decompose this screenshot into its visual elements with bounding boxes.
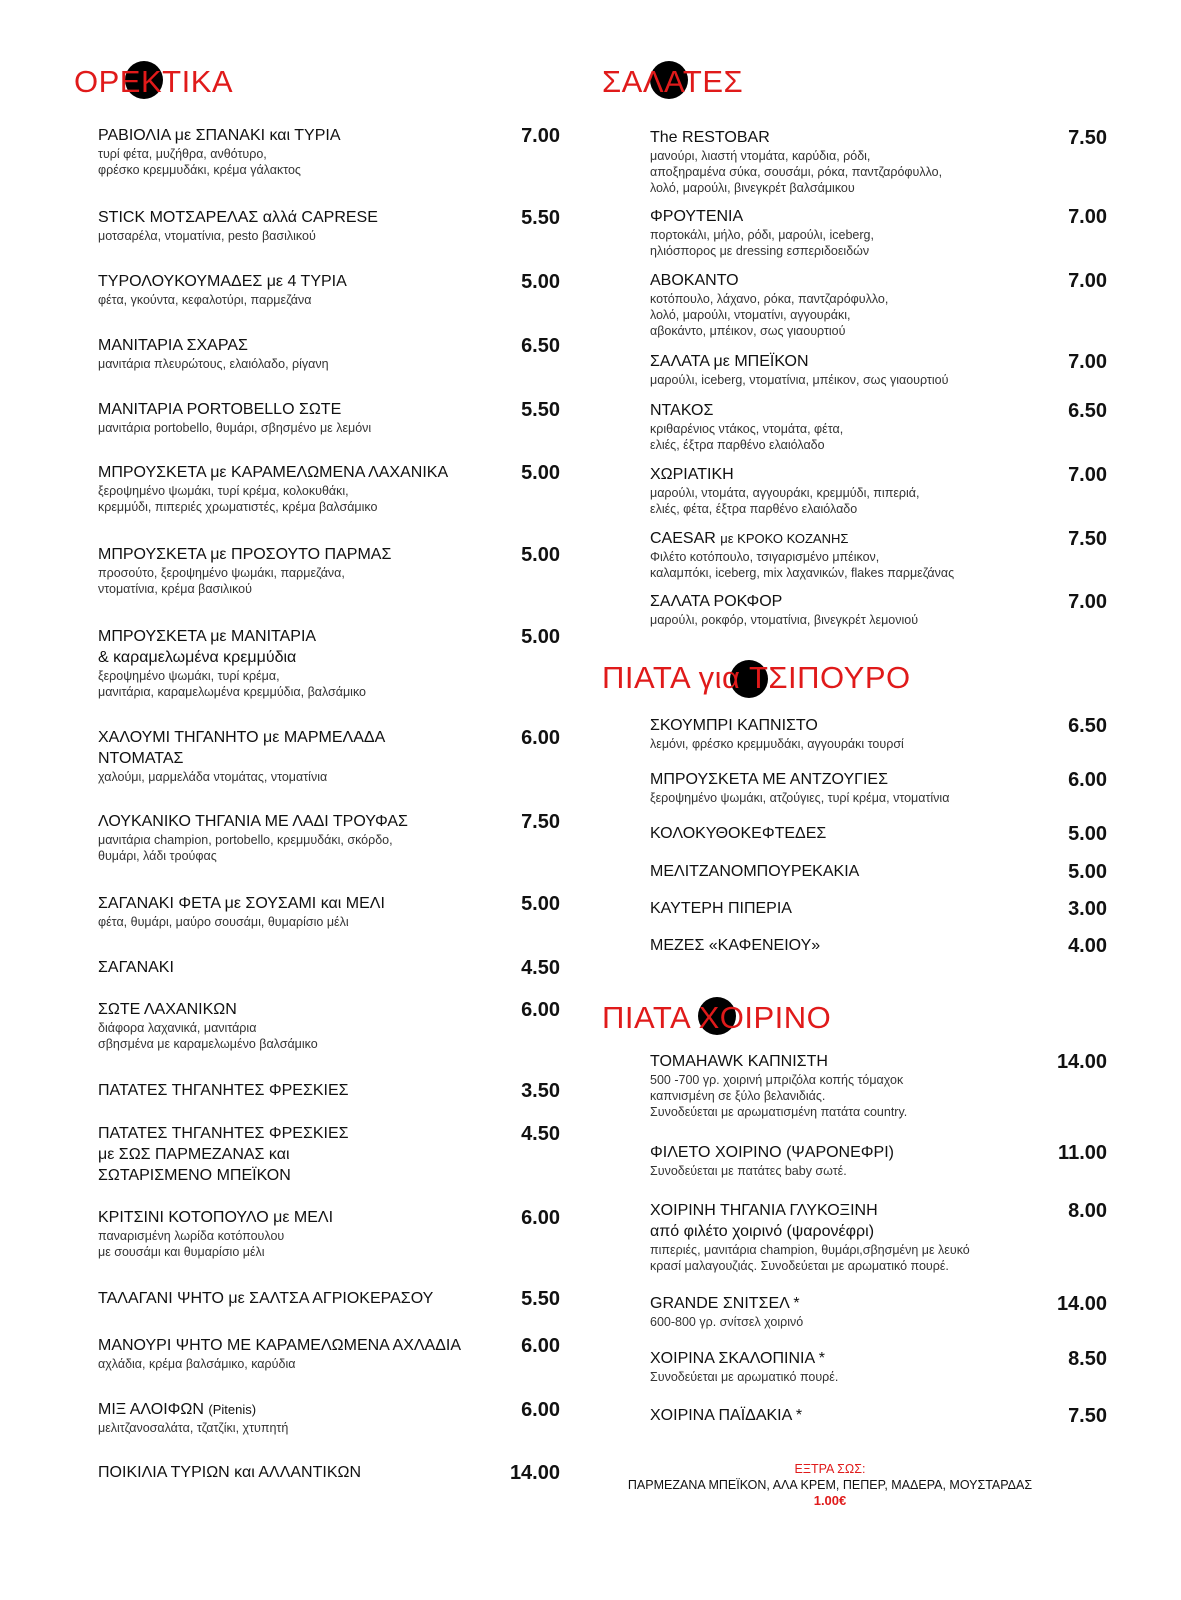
item-name-text: ΦΡΟΥΤΕΝΙΑ [650,208,744,225]
menu-item [98,399,560,436]
section-title-salads [602,64,743,100]
item-price: 6.00 [521,1207,560,1229]
item-description: ξεροψημένο ψωμάκι, τυρί κρέμα, [98,669,280,683]
menu-item [650,400,1107,453]
menu-item [98,1462,560,1483]
extra-sauce-note [600,1462,1060,1509]
menu-item [98,1335,560,1372]
item-description: λεμόνι, φρέσκο κρεμμυδάκι, αγγουράκι τουρσί [650,737,904,751]
item-price: 5.00 [1068,823,1107,845]
item-name-text: GRANDE ΣΝΙΤΣΕΛ * [650,1295,800,1312]
menu-item [98,462,560,515]
item-price: 7.50 [1068,528,1107,550]
section-title-tsipouro [602,660,911,696]
menu-item [650,591,1107,628]
item-description: μαρούλι, iceberg, ντοματίνια, μπέικον, σως γιαουρτιού [650,373,949,387]
menu-item [98,335,560,372]
item-name-text: ΜΠΡΟΥΣΚΕΤΑ ΜΕ ΑΝΤΖΟΥΓΙΕΣ [650,771,888,788]
item-name-text: ΧΟΙΡΙΝΗ ΤΗΓΑΝΙΑ ΓΛΥΚΟΞΙΝΗ [650,1202,878,1219]
item-price: 6.00 [521,1399,560,1421]
item-description: αβοκάντο, μπέικον, σως γιαουρτιού [650,324,846,338]
menu-item [98,544,560,597]
item-price: 14.00 [1056,1051,1107,1073]
menu-item [650,1142,1107,1179]
item-price: 11.00 [1058,1142,1107,1164]
menu-item [98,626,560,700]
item-description: μανιτάρια πλευρώτους, ελαιόλαδο, ρίγανη [98,357,329,371]
item-price: 7.50 [521,811,560,833]
extra-sauce-price: 1.00€ [813,1493,847,1508]
item-description: 600-800 γρ. σνίτσελ χοιρινό [650,1315,804,1329]
section-title-appetizers [74,64,233,100]
item-name-text: ΜΠΡΟΥΣΚΕΤΑ με ΜΑΝΙΤΑΡΙΑ [98,628,317,645]
section-title-text: ΠΙΑΤΑ για ΤΣΙΠΟΥΡΟ [602,660,911,695]
item-name-text: ΑΒΟΚΑΝΤΟ [650,272,739,289]
item-description: καλαμπόκι, iceberg, mix λαχανικών, flakes παρμεζάνας [650,566,955,580]
item-name-text: ΜΕΖΕΣ «ΚΑΦΕΝΕΙΟΥ» [650,937,821,954]
item-name-text: ΜΠΡΟΥΣΚΕΤΑ με ΠΡΟΣΟΥΤΟ ΠΑΡΜΑΣ [98,546,392,563]
item-name-text: ΧΩΡΙΑΤΙΚΗ [650,466,734,483]
item-description: Συνοδεύεται με αρωματισμένη πατάτα country. [650,1105,908,1119]
item-name-continued: με ΣΩΣ ΠΑΡΜΕΖΑΝΑΣ και [98,1146,290,1163]
menu-item [650,351,1107,388]
item-name-text: STICK ΜΟΤΣΑΡΕΛΑΣ αλλά CAPRESE [98,209,378,226]
item-price: 7.50 [1068,127,1107,149]
item-price: 5.00 [521,893,560,915]
item-description: μελιτζανοσαλάτα, τζατζίκι, χτυπητή [98,1421,289,1435]
item-price: 7.00 [1068,351,1107,373]
item-price: 7.50 [1068,1405,1107,1427]
item-description: μοτσαρέλα, ντοματίνια, pesto βασιλικού [98,229,316,243]
menu-item [98,1123,560,1186]
item-price: 7.00 [1068,591,1107,613]
menu-item [650,861,1107,882]
item-name-text: ΤΑΛΑΓΑΝΙ ΨΗΤΟ με ΣΑΛΤΣΑ ΑΓΡΙΟΚΕΡΑΣΟΥ [98,1290,434,1307]
menu-item [98,727,560,785]
item-name-text: ΚΑΥΤΕΡΗ ΠΙΠΕΡΙΑ [650,900,792,917]
item-price: 6.00 [521,727,560,749]
item-description: Συνοδεύεται με αρωματικό πουρέ. [650,1370,839,1384]
item-name-text: ΧΟΙΡΙΝΑ ΣΚΑΛΟΠΙΝΙΑ * [650,1350,825,1367]
menu-item [650,127,1107,196]
item-name-text: ΜΑΝΟΥΡΙ ΨΗΤΟ ΜΕ ΚΑΡΑΜΕΛΩΜΕΝΑ ΑΧΛΑΔΙΑ [98,1337,462,1354]
item-name-text: ΧΟΙΡΙΝΑ ΠΑΪΔΑΚΙΑ * [650,1407,803,1424]
item-price: 5.00 [521,271,560,293]
item-name-note: (Pitenis) [208,1402,257,1417]
item-name-continued: ΝΤΟΜΑΤΑΣ [98,750,184,767]
item-name-text: ΧΑΛΟΥΜΙ ΤΗΓΑΝΗΤΟ με ΜΑΡΜΕΛΑΔΑ [98,729,386,746]
item-price: 6.00 [1068,769,1107,791]
item-description: φέτα, θυμάρι, μαύρο σουσάμι, θυμαρίσιο μέλι [98,915,349,929]
item-description: σβησμένα με καραμελωμένο βαλσάμικο [98,1037,318,1051]
item-name-note: με ΚΡΟΚΟ ΚΟΖΑΝΗΣ [720,531,849,546]
menu-item [650,715,1107,752]
item-description: λολό, μαρούλι, βινεγκρέτ βαλσάμικου [650,181,855,195]
item-name-text: ΜΑΝΙΤΑΡΙΑ PORTOBELLO ΣΩΤΕ [98,401,342,418]
item-name-text: The RESTOBAR [650,129,770,146]
menu-item [98,893,560,930]
item-price: 5.00 [521,544,560,566]
item-price: 6.00 [521,999,560,1021]
section-title-text: ΟΡΕΚΤΙΚΑ [74,64,234,99]
item-price: 6.50 [1068,715,1107,737]
item-price: 6.00 [521,1335,560,1357]
item-description: μαρούλι, ροκφόρ, ντοματίνια, βινεγκρέτ λεμονιού [650,613,919,627]
item-price: 5.50 [521,399,560,421]
item-price: 14.00 [1056,1293,1107,1315]
item-description: Συνοδεύεται με πατάτες baby σωτέ. [650,1164,847,1178]
item-name-text: ΜΕΛΙΤΖΑΝΟΜΠΟΥΡΕΚΑΚΙΑ [650,863,860,880]
item-name-text: ΣΑΛΑΤΑ με ΜΠΕΪΚΟΝ [650,353,809,370]
item-price: 3.50 [521,1080,560,1102]
item-description: λολό, μαρούλι, ντοματίνι, αγγουράκι, [650,308,851,322]
item-description: κρεμμύδι, πιπεριές χρωματιστές, κρέμα βαλσάμικο [98,500,378,514]
item-name-continued: & καραμελωμένα κρεμμύδια [98,649,297,666]
item-description: ντοματίνια, κρέμα βασιλικού [98,582,252,596]
menu-item [98,271,560,308]
section-title-pork [602,1000,831,1036]
item-price: 7.00 [1068,206,1107,228]
menu-item [650,823,1107,844]
item-name-text: CAESAR [650,530,716,547]
extra-sauce-title: ΕΞΤΡΑ ΣΩΣ: [794,1462,866,1476]
item-name-text: ΚΡΙΤΣΙΝΙ ΚΟΤΟΠΟΥΛΟ με ΜΕΛΙ [98,1209,334,1226]
item-description: θυμάρι, λάδι τρούφας [98,849,217,863]
item-description: ηλιόσπορος με dressing εσπεριδοειδών [650,244,870,258]
item-description: χαλούμι, μαρμελάδα ντομάτας, ντοματίνια [98,770,328,784]
item-description: πορτοκάλι, μήλο, ρόδι, μαρούλι, iceberg, [650,228,874,242]
item-price: 5.00 [521,462,560,484]
item-description: τυρί φέτα, μυζήθρα, ανθότυρο, [98,147,267,161]
extra-sauce-list: ΠΑΡΜΕΖΑΝΑ ΜΠΕΪΚΟΝ, ΑΛΑ ΚΡΕΜ, ΠΕΠΕΡ, ΜΑΔΕΡΑ, ΜΟΥΣΤΑΡΔΑΣ [627,1478,1033,1492]
item-name-text: ΝΤΑΚΟΣ [650,402,714,419]
item-price: 7.00 [521,125,560,147]
section-title-text: ΠΙΑΤΑ ΧΟΙΡΙΝΟ [602,1000,832,1035]
menu-item [98,125,560,178]
menu-item [650,769,1107,806]
item-price: 3.00 [1068,898,1107,920]
menu-item [650,206,1107,259]
menu-item [98,957,560,978]
item-name-text: ΜΑΝΙΤΑΡΙΑ ΣΧΑΡΑΣ [98,337,248,354]
item-name-text: ΣΑΛΑΤΑ ΡΟΚΦΟΡ [650,593,783,610]
item-name-continued: ΣΩΤΑΡΙΣΜΕΝΟ ΜΠΕΪΚΟΝ [98,1167,291,1184]
item-description: με σουσάμι και θυμαρίσιο μέλι [98,1245,265,1259]
item-name-text: ΜΙΞ ΑΛΟΙΦΩΝ [98,1401,204,1418]
item-description: αχλάδια, κρέμα βαλσάμικο, καρύδια [98,1357,296,1371]
item-name-text: ΛΟΥΚΑΝΙΚΟ ΤΗΓΑΝΙΑ ΜΕ ΛΑΔΙ ΤΡΟΥΦΑΣ [98,813,408,830]
menu-item [98,811,560,864]
item-description: μανιτάρια, καραμελωμένα κρεμμύδια, βαλσάμικο [98,685,367,699]
item-name-text: ΣΑΓΑΝΑΚΙ [98,959,174,976]
menu-item [650,898,1107,919]
menu-item [650,464,1107,517]
item-description: ελιές, φέτα, έξτρα παρθένο ελαιόλαδο [650,502,858,516]
item-description: κρασί μαλαγουζιάς. Συνοδεύεται με αρωματικό πουρέ. [650,1259,949,1273]
item-name-text: ΦΙΛΕΤΟ ΧΟΙΡΙΝΟ (ΨΑΡΟΝΕΦΡΙ) [650,1144,894,1161]
item-name-text: ΣΑΓΑΝΑΚΙ ΦΕΤΑ με ΣΟΥΣΑΜΙ και ΜΕΛΙ [98,895,385,912]
menu-item [650,528,1107,581]
item-name-text: ΠΑΤΑΤΕΣ ΤΗΓΑΝΗΤΕΣ ΦΡΕΣΚΙΕΣ [98,1082,349,1099]
item-description: καπνισμένη σε ξύλο βελανιδιάς. [650,1089,826,1103]
item-name-text: ΣΚΟΥΜΠΡΙ ΚΑΠΝΙΣΤΟ [650,717,818,734]
item-price: 5.00 [1068,861,1107,883]
menu-item [650,1405,1107,1426]
item-price: 6.50 [521,335,560,357]
item-description: μανούρι, λιαστή ντομάτα, καρύδια, ρόδι, [650,149,871,163]
menu-item [650,1348,1107,1385]
item-description: διάφορα λαχανικά, μανιτάρια [98,1021,257,1035]
item-description: μανιτάρια champion, portobello, κρεμμυδάκι, σκόρδο, [98,833,393,847]
menu-item [650,270,1107,339]
item-price: 8.50 [1068,1348,1107,1370]
item-price: 5.00 [521,626,560,648]
menu-item [98,1399,560,1436]
item-price: 4.00 [1068,935,1107,957]
menu-item [98,207,560,244]
item-name-text: ΤΥΡΟΛΟΥΚΟΥΜΑΔΕΣ με 4 ΤΥΡΙΑ [98,273,347,290]
item-name-text: ΚΟΛΟΚΥΘΟΚΕΦΤΕΔΕΣ [650,825,827,842]
item-price: 8.00 [1068,1200,1107,1222]
menu-item [98,1080,560,1101]
item-description: φέτα, γκούντα, κεφαλοτύρι, παρμεζάνα [98,293,312,307]
item-name-text: ΡΑΒΙΟΛΙΑ με ΣΠΑΝΑΚΙ και ΤΥΡΙΑ [98,127,341,144]
item-description: κριθαρένιος ντάκος, ντομάτα, φέτα, [650,422,844,436]
item-description: προσούτο, ξεροψημένο ψωμάκι, παρμεζάνα, [98,566,345,580]
item-description: ξεροψημένο ψωμάκι, ατζούγιες, τυρί κρέμα, ντοματίνια [650,791,950,805]
item-description: φρέσκο κρεμμυδάκι, κρέμα γάλακτος [98,163,301,177]
item-price: 5.50 [521,1288,560,1310]
menu-item [650,935,1107,956]
item-description: Φιλέτο κοτόπουλο, τσιγαρισμένο μπέικον, [650,550,880,564]
menu-item [650,1293,1107,1330]
menu-item [650,1200,1107,1274]
menu-item [98,1288,560,1309]
item-name-text: ΣΩΤΕ ΛΑΧΑΝΙΚΩΝ [98,1001,237,1018]
menu-item [650,1051,1107,1120]
item-price: 4.50 [521,957,560,979]
item-name-text: ΠΟΙΚΙΛΙΑ ΤΥΡΙΩΝ και ΑΛΛΑΝΤΙΚΩΝ [98,1464,362,1481]
item-description: ξεροψημένο ψωμάκι, τυρί κρέμα, κολοκυθάκι, [98,484,349,498]
item-name-text: ΠΑΤΑΤΕΣ ΤΗΓΑΝΗΤΕΣ ΦΡΕΣΚΙΕΣ [98,1125,349,1142]
menu-item [98,1207,560,1260]
item-price: 6.50 [1068,400,1107,422]
item-description: 500 -700 γρ. χοιρινή μπριζόλα κοπής τόμαχοκ [650,1073,904,1087]
item-name-text: TOMAHAWK ΚΑΠΝΙΣΤΗ [650,1053,828,1070]
item-price: 7.00 [1068,270,1107,292]
item-name-continued: από φιλέτο χοιρινό (ψαρονέφρι) [650,1223,875,1240]
item-price: 7.00 [1068,464,1107,486]
item-price: 4.50 [521,1123,560,1145]
section-title-text: ΣΑΛΑΤΕΣ [602,64,744,99]
item-description: παναρισμένη λωρίδα κοτόπουλου [98,1229,285,1243]
item-description: ελιές, έξτρα παρθένο ελαιόλαδο [650,438,825,452]
item-price: 5.50 [521,207,560,229]
menu-item [98,999,560,1052]
item-description: κοτόπουλο, λάχανο, ρόκα, παντζαρόφυλλο, [650,292,889,306]
item-description: μανιτάρια portobello, θυμάρι, σβησμένο με λεμόνι [98,421,372,435]
item-price: 14.00 [509,1462,560,1484]
item-description: μαρούλι, ντομάτα, αγγουράκι, κρεμμύδι, πιπεριά, [650,486,920,500]
item-description: πιπεριές, μανιτάρια champion, θυμάρι,σβησμένη με λευκό [650,1243,970,1257]
item-description: αποξηραμένα σύκα, σουσάμι, ρόκα, παντζαρόφυλλο, [650,165,943,179]
item-name-text: ΜΠΡΟΥΣΚΕΤΑ με ΚΑΡΑΜΕΛΩΜΕΝΑ ΛΑΧΑΝΙΚΑ [98,464,449,481]
